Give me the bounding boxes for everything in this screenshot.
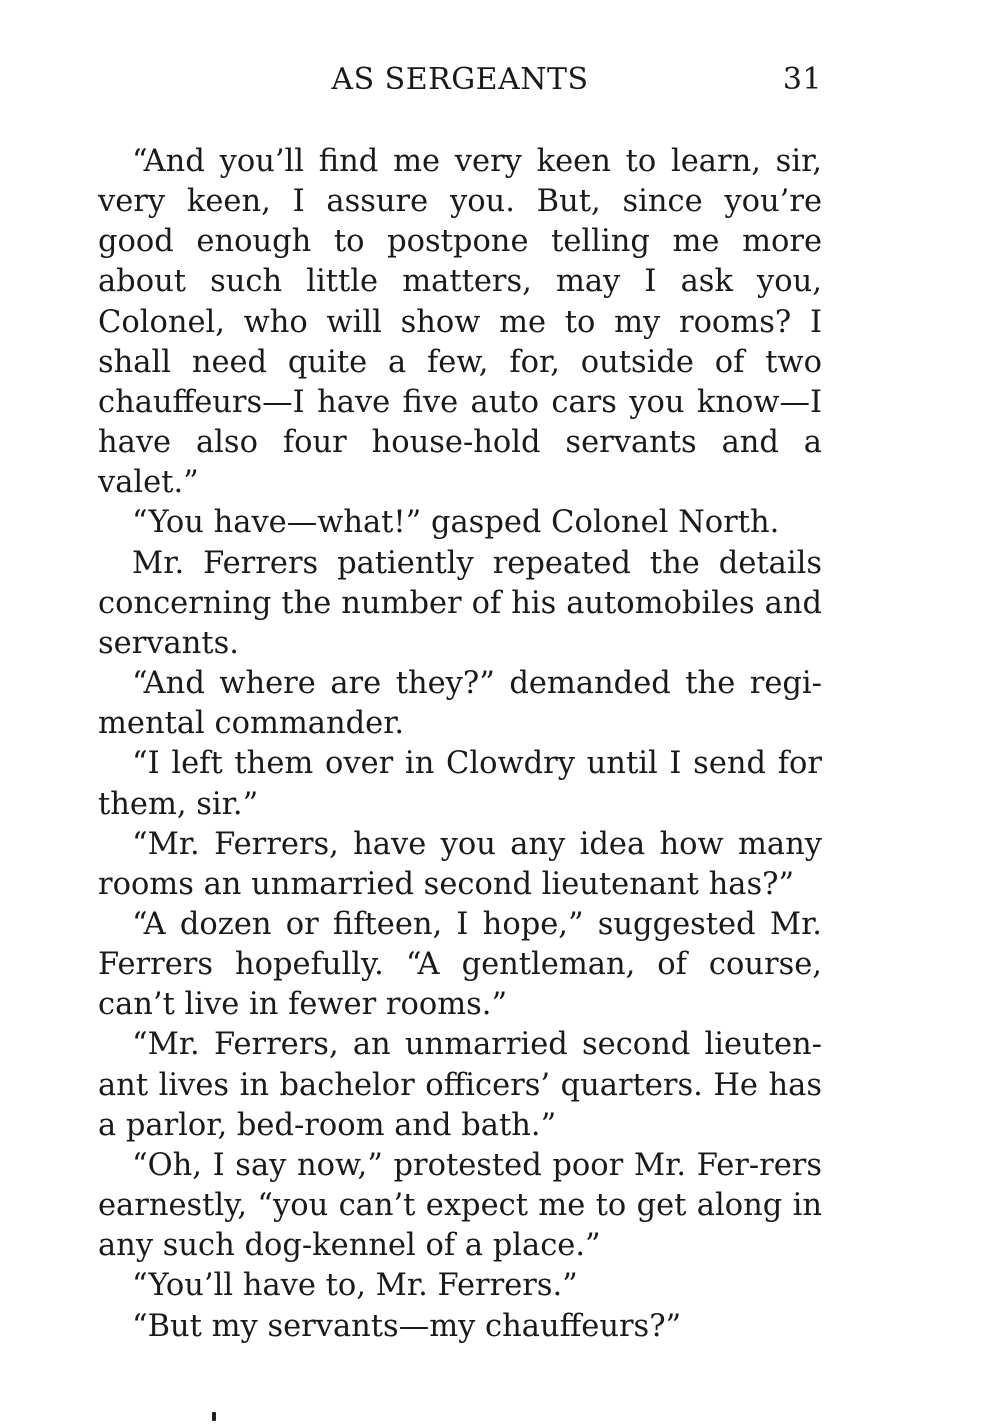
- page-number: 31: [782, 62, 822, 97]
- paragraph: “You’ll have to, Mr. Ferrers.”: [132, 1268, 578, 1304]
- paragraph: “A dozen or fifteen, I hope,” suggested Mr. Ferrers hopefully. “A gentleman, of course, can’t live in fewer rooms.”: [98, 906, 822, 1023]
- ink-speck: [212, 1412, 216, 1421]
- body-text: [98, 142, 822, 1347]
- running-head: [98, 58, 822, 102]
- paragraph: “Mr. Ferrers, an unmarried second lieuten-ant lives in bachelor officers’ quarters. He has a parlor, bed-room and bath.”: [98, 1027, 822, 1143]
- paragraph: “I left them over in Clowdry until I send for them, sir.”: [98, 746, 822, 822]
- paragraph: “And where are they?” demanded the regi-mental commander.: [98, 666, 822, 742]
- paragraph: Mr. Ferrers patiently repeated the details concerning the number of his automobiles and servants.: [98, 545, 822, 661]
- paragraph: “But my servants—my chauffeurs?”: [132, 1308, 682, 1344]
- paragraph: “You have—what!” gasped Colonel North.: [132, 505, 780, 541]
- paragraph: “And you’ll find me very keen to learn, sir, very keen, I assure you. But, since you’re good enough to postpone telling me more about such little matters, may I ask you, Colonel, who will show me to my rooms? I shall need quite a few, for, outside of two chauffeurs—I have five auto cars you know—I have also four house-hold servants and a valet.”: [98, 144, 822, 501]
- paragraph: “Oh, I say now,” protested poor Mr. Fer-rers earnestly, “you can’t expect me to get along in any such dog-kennel of a place.”: [98, 1147, 822, 1264]
- running-title: AS SERGEANTS: [331, 62, 589, 97]
- paragraph: “Mr. Ferrers, have you any idea how many rooms an unmarried second lieutenant has?”: [98, 826, 822, 902]
